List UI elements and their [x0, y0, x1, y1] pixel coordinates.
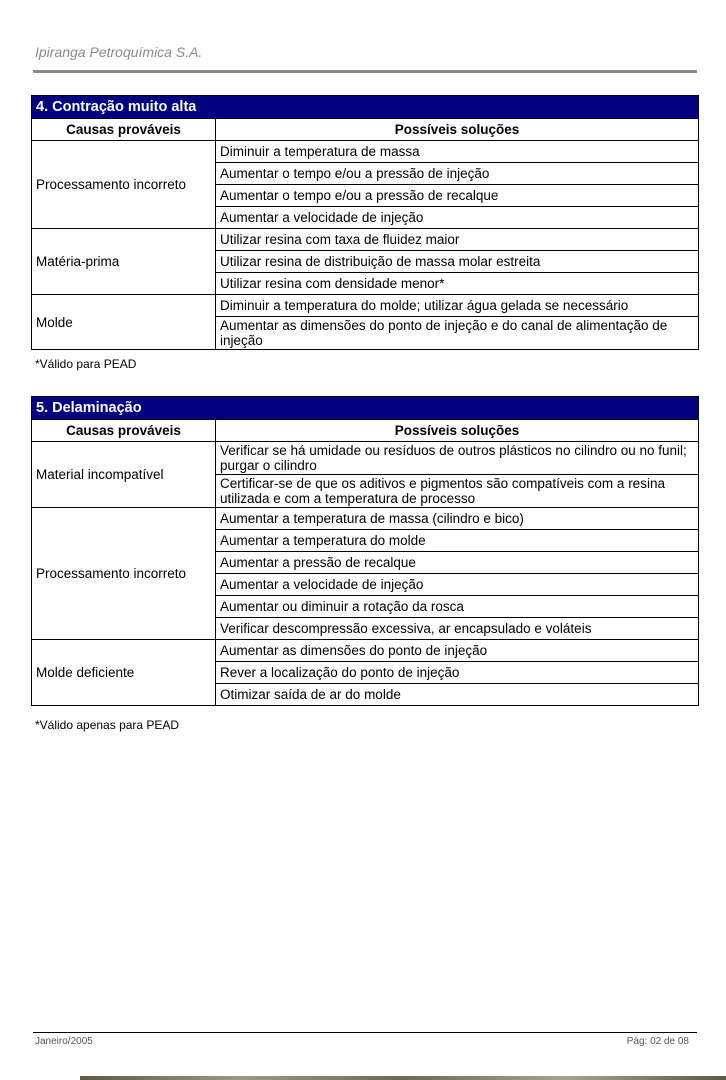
solution-cell: Diminuir a temperatura de massa — [216, 141, 699, 163]
solution-cell: Aumentar o tempo e/ou a pressão de recalque — [216, 185, 699, 207]
table-delaminacao — [31, 396, 699, 706]
solution-cell: Aumentar o tempo e/ou a pressão de injeção — [216, 163, 699, 185]
table-footnote: *Válido apenas para PEAD — [35, 718, 180, 732]
table-row — [32, 295, 699, 317]
footer-date: Janeiro/2005 — [35, 1036, 93, 1047]
header-divider — [33, 70, 697, 73]
cause-cell: Processamento incorreto — [32, 141, 216, 229]
solution-cell: Otimizar saída de ar do molde — [216, 684, 699, 706]
solution-cell: Aumentar a temperatura de massa (cilindro e bico) — [216, 508, 699, 530]
solution-cell: Verificar se há umidade ou resíduos de outros plásticos no cilindro ou no funil; purgar o cilindro — [216, 442, 699, 475]
solution-cell: Aumentar as dimensões do ponto de injeção e do canal de alimentação de injeção — [216, 317, 699, 350]
solution-cell: Aumentar ou diminuir a rotação da rosca — [216, 596, 699, 618]
solution-cell: Aumentar a temperatura do molde — [216, 530, 699, 552]
cause-cell: Material incompatível — [32, 442, 216, 508]
table-row — [32, 640, 699, 662]
solution-cell: Utilizar resina com densidade menor* — [216, 273, 699, 295]
table-row — [32, 229, 699, 251]
column-header-solutions: Possíveis soluções — [216, 119, 699, 141]
cause-cell: Matéria-prima — [32, 229, 216, 295]
table-row — [32, 141, 699, 163]
scan-edge — [80, 1076, 726, 1080]
footer-page-number: Pág: 02 de 08 — [626, 1036, 689, 1047]
solution-cell: Utilizar resina de distribuição de massa molar estreita — [216, 251, 699, 273]
solution-cell: Rever a localização do ponto de injeção — [216, 662, 699, 684]
solution-cell: Aumentar a velocidade de injeção — [216, 574, 699, 596]
cause-cell: Molde deficiente — [32, 640, 216, 706]
cause-cell: Processamento incorreto — [32, 508, 216, 640]
column-header-causes: Causas prováveis — [32, 420, 216, 442]
column-header-causes: Causas prováveis — [32, 119, 216, 141]
table-row — [32, 442, 699, 475]
section-title: 5. Delaminação — [32, 397, 699, 420]
solution-cell: Diminuir a temperatura do molde; utilizar água gelada se necessário — [216, 295, 699, 317]
table-footnote: *Válido para PEAD — [35, 357, 137, 371]
footer-divider — [33, 1032, 697, 1033]
solution-cell: Verificar descompressão excessiva, ar encapsulado e voláteis — [216, 618, 699, 640]
solution-cell: Aumentar as dimensões do ponto de injeção — [216, 640, 699, 662]
cause-cell: Molde — [32, 295, 216, 350]
solution-cell: Aumentar a pressão de recalque — [216, 552, 699, 574]
section-title: 4. Contração muito alta — [32, 96, 699, 119]
solution-cell: Utilizar resina com taxa de fluidez maior — [216, 229, 699, 251]
solution-cell: Aumentar a velocidade de injeção — [216, 207, 699, 229]
table-row — [32, 508, 699, 530]
solution-cell: Certificar-se de que os aditivos e pigmentos são compatíveis com a resina utilizada e com a temperatura de processo — [216, 475, 699, 508]
column-header-solutions: Possíveis soluções — [216, 420, 699, 442]
company-name: Ipiranga Petroquímica S.A. — [35, 44, 203, 60]
table-contracao — [31, 95, 699, 350]
